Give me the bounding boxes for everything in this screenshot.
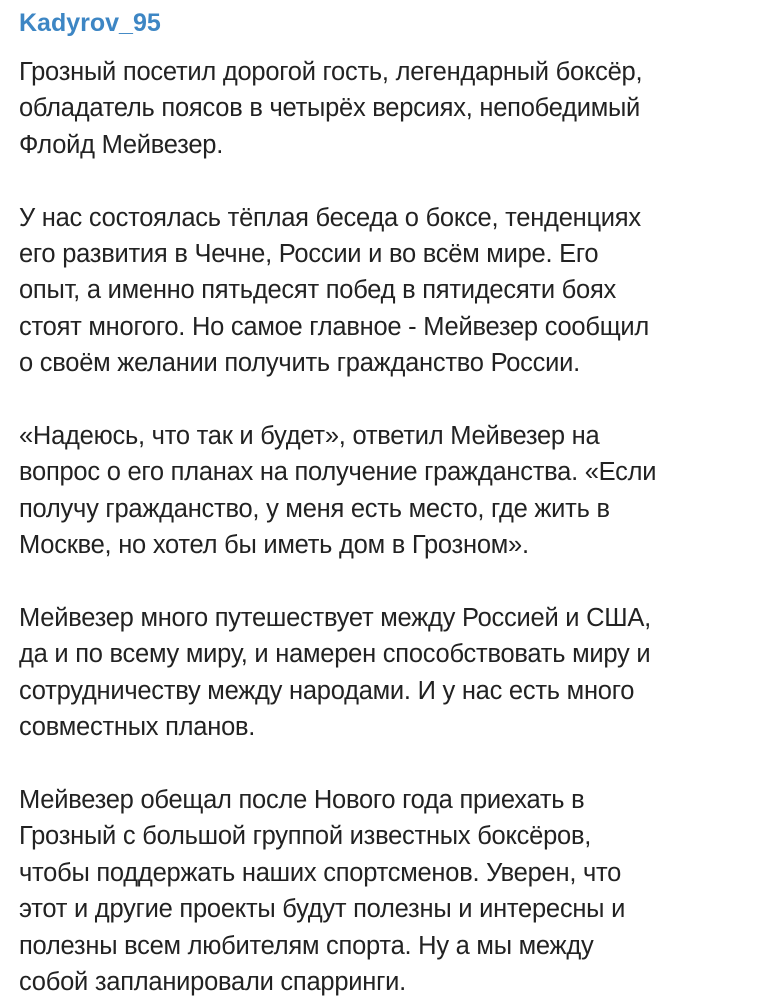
- text-line: Флойд Мейвезер.: [19, 130, 224, 159]
- text-line: собой запланировали спарринги.: [19, 968, 406, 997]
- post-paragraph: [19, 782, 749, 1000]
- post-paragraph: [19, 418, 749, 564]
- text-line: опыт, а именно пятьдесят побед в пятидесяти боях: [19, 276, 616, 305]
- text-line: этот и другие проекты будут полезны и интересны и: [19, 895, 626, 924]
- text-line: его развития в Чечне, России и во всём мире. Его: [19, 240, 599, 269]
- text-line: Мейвезер обещал после Нового года приехать в: [19, 786, 585, 815]
- post-paragraph: [19, 200, 749, 382]
- text-line: о своём желании получить гражданство России.: [19, 349, 580, 378]
- text-line: Грозный с большой группой известных боксёров,: [19, 822, 592, 851]
- text-line: полезны всем любителям спорта. Ну а мы между: [19, 931, 594, 960]
- text-line: сотрудничеству между народами. И у нас есть много: [19, 676, 635, 705]
- text-line: Мейвезер много путешествует между Россией и США,: [19, 604, 651, 633]
- post-paragraph: [19, 54, 749, 163]
- text-line: получу гражданство, у меня есть место, где жить в: [19, 494, 610, 523]
- text-line: вопрос о его планах на получение гражданства. «Если: [19, 458, 657, 487]
- post-body: [19, 54, 749, 1007]
- text-line: обладатель поясов в четырёх версиях, непобедимый: [19, 94, 641, 123]
- text-line: «Надеюсь, что так и будет», ответил Мейвезер на: [19, 422, 600, 451]
- post-paragraph: [19, 600, 749, 746]
- text-line: стоят многого. Но самое главное - Мейвезер сообщил: [19, 312, 650, 341]
- text-line: Грозный посетил дорогой гость, легендарный боксёр,: [19, 58, 643, 86]
- text-line: да и по всему миру, и намерен способствовать миру и: [19, 640, 651, 669]
- text-line: чтобы поддержать наших спортсменов. Уверен, что: [19, 858, 622, 887]
- text-line: совместных планов.: [19, 713, 256, 742]
- text-line: Москве, но хотел бы иметь дом в Грозном».: [19, 531, 529, 560]
- channel-name-link[interactable]: Kadyrov_95: [19, 9, 161, 37]
- text-line: У нас состоялась тёплая беседа о боксе, тенденциях: [19, 203, 641, 232]
